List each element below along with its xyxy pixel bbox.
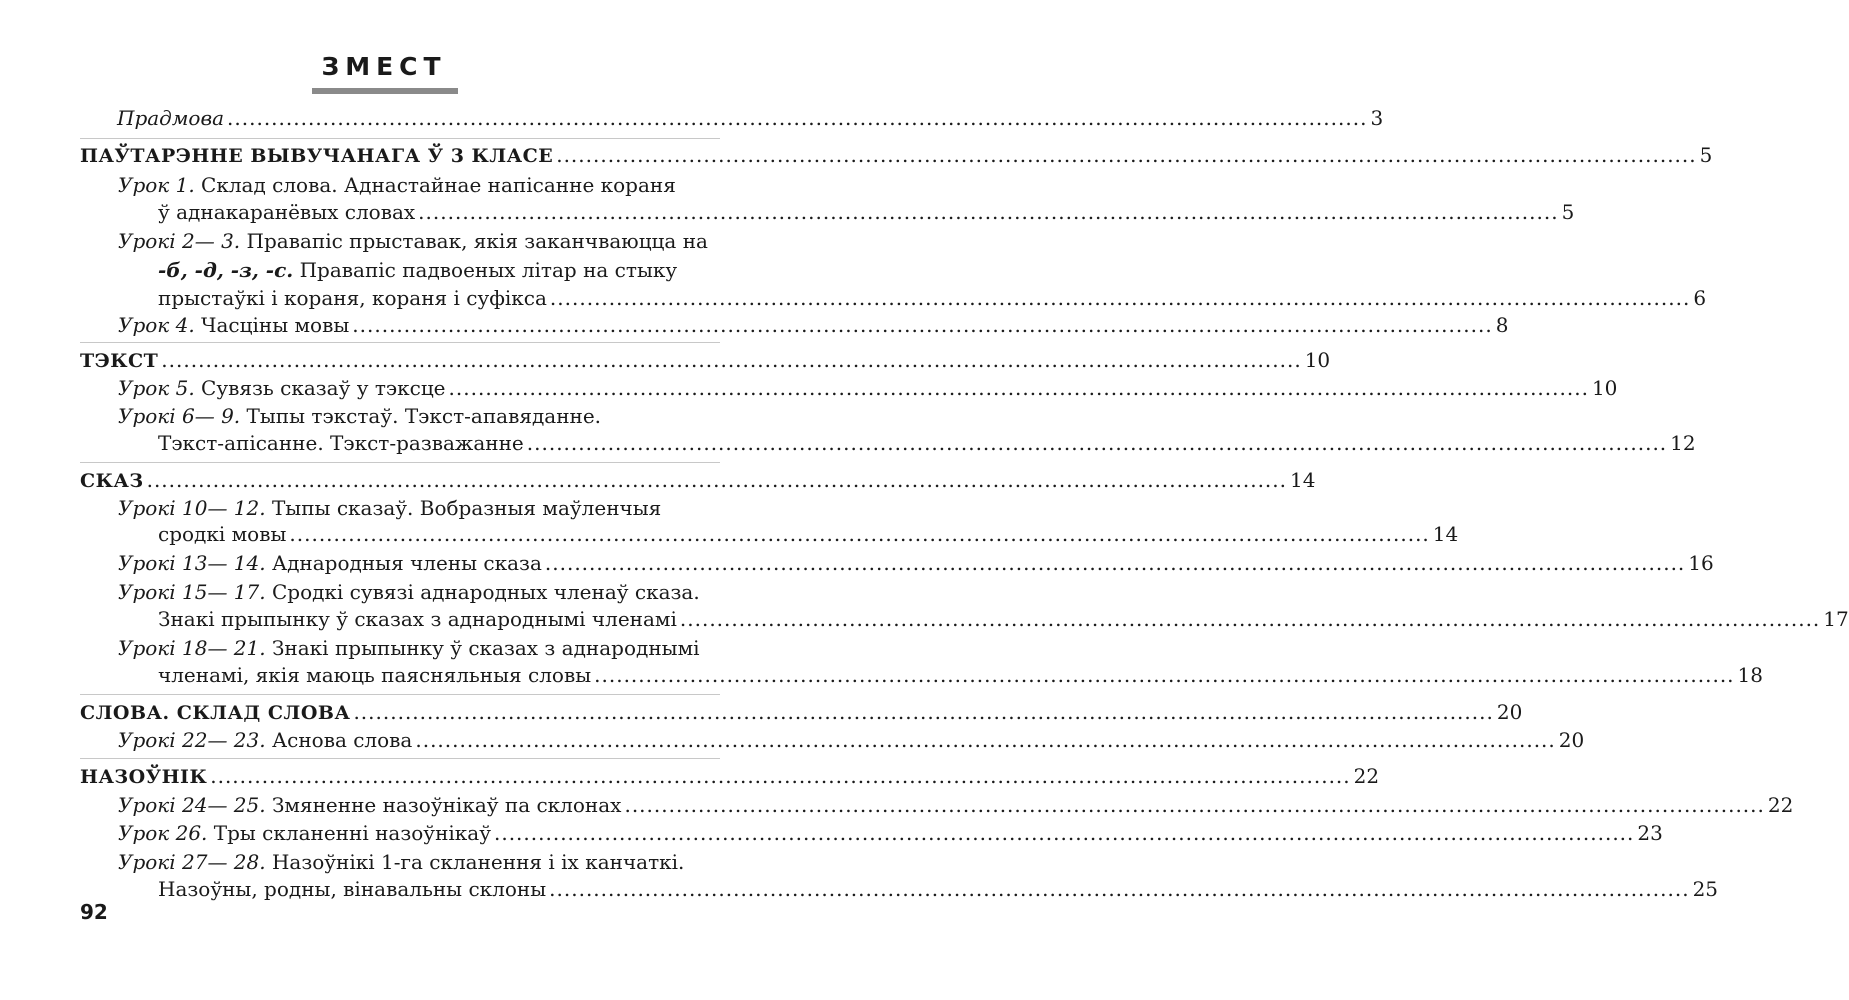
toc-entry-page: 8 — [1495, 313, 1509, 337]
lesson-title-line: членамі, якія маюць паясняльныя словы — [158, 663, 592, 687]
toc-entry-page: 5 — [1561, 200, 1575, 224]
lesson-title-line: Тэкст-апісанне. Тэкст-разважанне — [158, 431, 524, 455]
toc-leader-dots: ........................................................................................................................................................... — [679, 607, 1821, 631]
toc-section-noun[interactable] — [80, 761, 1380, 791]
lesson-title-line: ў аднакаранёвых словах — [158, 200, 416, 224]
toc-section-title: СЛОВА. СКЛАД СЛОВА — [80, 702, 351, 724]
toc-section-word[interactable] — [80, 697, 1523, 727]
lesson-label: Урок 1. — [118, 173, 195, 197]
toc-entry-page: 20 — [1496, 700, 1523, 724]
toc-entry-page: 25 — [1692, 877, 1719, 901]
toc-section-text[interactable] — [80, 345, 1331, 375]
lesson-title-line: Сувязь сказаў у тэксце — [201, 376, 446, 400]
toc-entry-lesson-5[interactable] — [118, 373, 1618, 403]
toc-entry-lesson-22-23[interactable] — [118, 725, 1585, 755]
lesson-label: Урокі 27— 28. — [118, 850, 266, 874]
toc-entry-lesson-2-3[interactable] — [118, 226, 722, 256]
toc-leader-dots: ........................................................................................................................................................... — [526, 431, 1668, 455]
toc-section-revision[interactable] — [80, 140, 1713, 170]
toc-entry-page: 22 — [1353, 764, 1380, 788]
toc-section-title: СКАЗ — [80, 470, 144, 492]
toc-entry-lesson-15-17-cont — [158, 604, 1849, 634]
section-divider — [80, 758, 720, 759]
lesson-title-line: Знакі прыпынку ў сказах з аднароднымі — [271, 636, 700, 660]
toc-entry-lesson-27-28[interactable] — [118, 847, 722, 877]
lesson-title-line: Правапіс падвоеных літар на стыку — [299, 258, 678, 282]
toc-entry-page: 23 — [1637, 821, 1663, 845]
toc-section-title: ТЭКСТ — [80, 350, 159, 372]
lesson-title-line: Аснова слова — [271, 728, 413, 752]
lesson-label: Урок 4. — [118, 313, 195, 337]
toc-entry-lesson-6-9[interactable] — [118, 401, 722, 431]
lesson-label: Урок 26. — [118, 821, 208, 845]
lesson-title-line: Назоўнікі 1-га скланення і іх канчаткі. — [271, 850, 685, 874]
section-divider — [80, 462, 720, 463]
toc-entry-page: 20 — [1558, 728, 1585, 752]
toc-entry-lesson-4[interactable] — [118, 310, 1509, 340]
toc-entry-lesson-6-9-cont — [158, 428, 1696, 458]
lesson-title-line: Тры скланенні назоўнікаў — [213, 821, 491, 845]
lesson-title-line: Знакі прыпынку ў сказах з аднароднымі членамі — [158, 607, 677, 631]
lesson-title-line: Тыпы сказаў. Вобразныя маўленчыя — [271, 496, 662, 520]
toc-entry-page: 16 — [1688, 551, 1714, 575]
lesson-title-line: Сродкі сувязі аднародных членаў сказа. — [271, 580, 700, 604]
toc-entry-preface[interactable] — [117, 103, 1384, 133]
toc-entry-lesson-2-3-cont — [158, 283, 1707, 313]
lesson-label: Урокі 13— 14. — [118, 551, 266, 575]
lesson-title-line: Аднародныя члены сказа — [271, 551, 542, 575]
toc-leader-dots: ........................................................................................................................................................... — [544, 551, 1686, 575]
toc-entry-lesson-26[interactable] — [118, 818, 1663, 848]
lesson-title-line: Назоўны, родны, вінавальны склоны — [158, 877, 547, 901]
section-divider — [80, 138, 720, 139]
toc-leader-dots: ........................................................................................................................................................... — [448, 376, 1589, 400]
lesson-label: Урокі 22— 23. — [118, 728, 266, 752]
lesson-label: Урокі 15— 17. — [118, 580, 266, 604]
toc-entry-lesson-13-14[interactable] — [118, 548, 1714, 578]
lesson-title-line: Тыпы тэкстаў. Тэкст-апавяданне. — [246, 404, 602, 428]
toc-leader-dots: ........................................................................................................................................................... — [146, 468, 1287, 492]
lesson-title-line: Часціны мовы — [201, 313, 350, 337]
toc-leader-dots: ........................................................................................................................................................... — [624, 793, 1765, 817]
toc-entry-page: 22 — [1767, 793, 1794, 817]
toc-entry-lesson-18-21-cont — [158, 660, 1763, 690]
lesson-label: Урокі 6— 9. — [118, 404, 241, 428]
prefix-endings: -б, -д, -з, -с. — [158, 258, 294, 282]
toc-entry-page: 12 — [1670, 431, 1696, 455]
toc-entry-lesson-24-25[interactable] — [118, 790, 1794, 820]
toc-leader-dots: ........................................................................................................................................................... — [549, 877, 1690, 901]
lesson-title-line: Правапіс прыставак, якія заканчваюцца на — [246, 229, 708, 253]
toc-leader-dots: ........................................................................................................................................................... — [352, 313, 1493, 337]
toc-entry-page: 6 — [1693, 286, 1707, 310]
toc-entry-lesson-1[interactable] — [118, 170, 722, 200]
section-divider — [80, 694, 720, 695]
toc-leader-dots: ........................................................................................................................................................... — [227, 106, 1368, 130]
toc-leader-dots: ........................................................................................................................................................... — [418, 200, 1559, 224]
lesson-label: Урок 5. — [118, 376, 195, 400]
toc-entry-label: Прадмова — [117, 106, 225, 130]
lesson-title-line: Змяненне назоўнікаў па склонах — [271, 793, 622, 817]
toc-section-sentence[interactable] — [80, 465, 1316, 495]
toc-entry-lesson-27-28-cont — [158, 874, 1719, 904]
lesson-title-line: прыстаўкі і кораня, кораня і суфікса — [158, 286, 547, 310]
toc-entry-lesson-2-3-cont — [158, 255, 722, 285]
title-underline — [312, 88, 458, 94]
toc-leader-dots: ........................................................................................................................................................... — [594, 663, 1735, 687]
lesson-label: Урокі 10— 12. — [118, 496, 266, 520]
toc-leader-dots: ........................................................................................................................................................... — [210, 764, 1351, 788]
toc-leader-dots: ........................................................................................................................................................... — [289, 522, 1430, 546]
toc-entry-lesson-18-21[interactable] — [118, 633, 722, 663]
page-number: 92 — [80, 900, 108, 924]
toc-entry-page: 10 — [1304, 348, 1331, 372]
toc-leader-dots: ........................................................................................................................................................... — [353, 700, 1494, 724]
toc-entry-page: 17 — [1823, 607, 1849, 631]
toc-leader-dots: ........................................................................................................................................................... — [493, 821, 1635, 845]
toc-leader-dots: ........................................................................................................................................................... — [415, 728, 1556, 752]
page-title: ЗМЕСТ — [321, 52, 447, 81]
lesson-title-line: сродкі мовы — [158, 522, 287, 546]
toc-entry-page: 10 — [1591, 376, 1618, 400]
lesson-label: Урокі 2— 3. — [118, 229, 241, 253]
toc-leader-dots: ........................................................................................................................................................... — [556, 143, 1697, 167]
toc-leader-dots: ........................................................................................................................................................... — [161, 348, 1302, 372]
toc-entry-lesson-10-12-cont — [158, 519, 1459, 549]
toc-entry-page: 5 — [1699, 143, 1713, 167]
toc-entry-lesson-15-17[interactable] — [118, 577, 722, 607]
lesson-title-line: Склад слова. Аднастайнае напісанне кораня — [201, 173, 676, 197]
toc-leader-dots: ........................................................................................................................................................... — [549, 286, 1691, 310]
toc-entry-page: 14 — [1432, 522, 1459, 546]
lesson-label: Урокі 18— 21. — [118, 636, 266, 660]
toc-entry-lesson-1-cont — [158, 197, 1575, 227]
toc-section-title: ПАЎТАРЭННЕ ВЫВУЧАНАГА Ў 3 КЛАСЕ — [80, 145, 554, 167]
toc-entry-page: 18 — [1737, 663, 1763, 687]
section-divider — [80, 342, 720, 343]
toc-section-title: НАЗОЎНІК — [80, 766, 208, 788]
toc-entry-page: 3 — [1370, 106, 1384, 130]
toc-entry-page: 14 — [1290, 468, 1316, 492]
lesson-label: Урокі 24— 25. — [118, 793, 266, 817]
